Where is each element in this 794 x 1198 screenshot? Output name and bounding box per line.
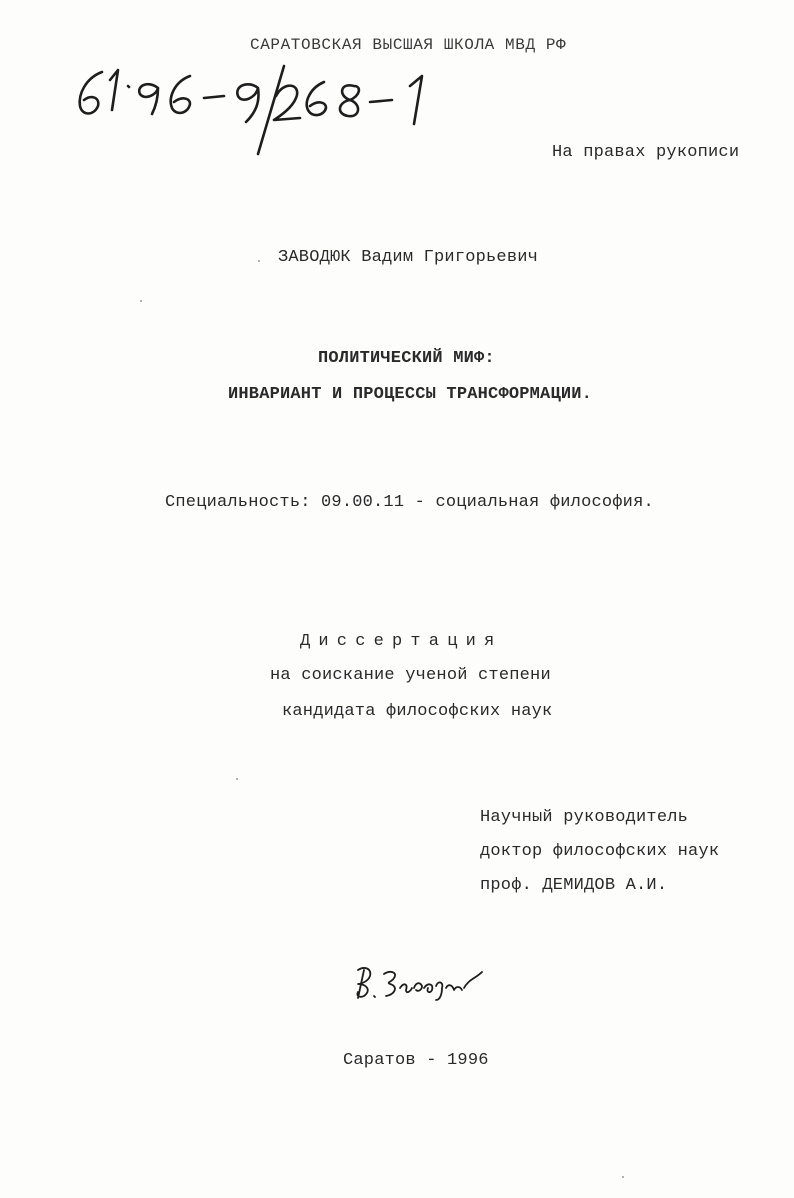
supervisor-name: проф. ДЕМИДОВ А.И. [480,876,668,895]
author-name: ЗАВОДЮК Вадим Григорьевич [278,248,539,267]
supervisor-degree: доктор философских наук [480,842,720,861]
scan-speck [140,300,142,302]
dissertation-heading: Диссертация [300,632,503,651]
city-year: Саратов - 1996 [343,1051,489,1070]
scan-speck [622,1176,624,1178]
institution-name: САРАТОВСКАЯ ВЫСШАЯ ШКОЛА МВД РФ [250,36,567,54]
title-line-2: ИНВАРИАНТ И ПРОЦЕССЫ ТРАНСФОРМАЦИИ. [228,385,593,404]
title-line-1: ПОЛИТИЧЕСКИЙ МИФ: [318,349,495,368]
degree-line-1: на соискание ученой степени [270,666,551,685]
rights-notice: На правах рукописи [552,143,740,162]
handwritten-catalog-code [62,58,452,158]
degree-line-2: кандидата философских наук [282,702,553,721]
scan-speck [258,260,260,262]
scan-speck [236,778,238,780]
supervisor-role: Научный руководитель [480,808,689,827]
specialty-line: Специальность: 09.00.11 - социальная философия. [165,493,654,512]
author-signature [350,960,490,1002]
